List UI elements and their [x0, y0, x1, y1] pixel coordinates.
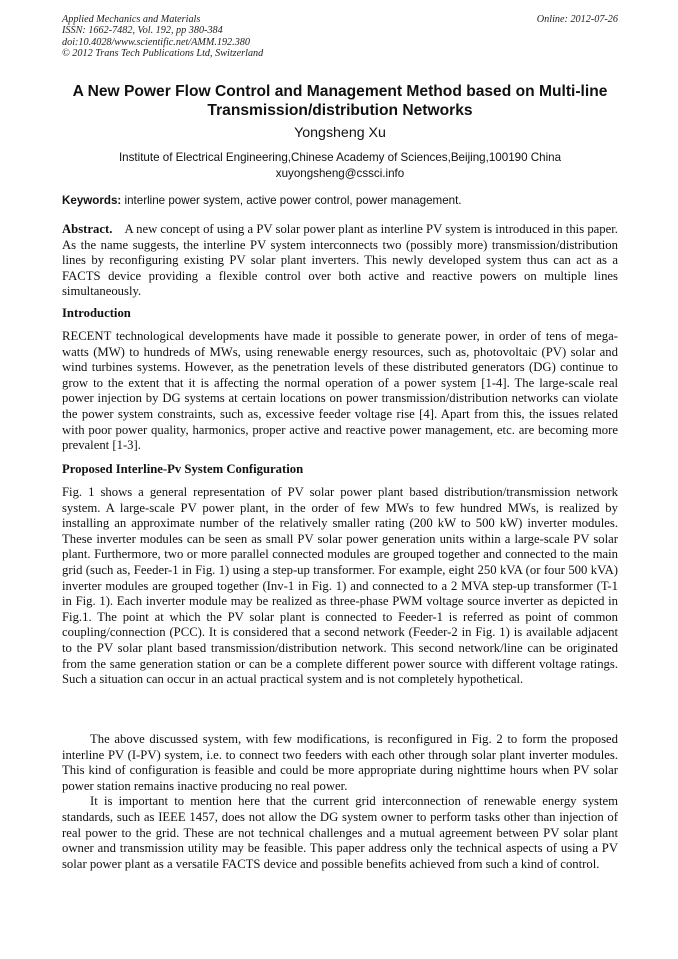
configuration-body [62, 485, 618, 688]
online-date: Online: 2012-07-26 [536, 14, 618, 25]
copyright-line: © 2012 Trans Tech Publications Ltd, Switzerland [62, 47, 264, 59]
paragraph: Fig. 1 shows a general representation of PV solar power plant based distribution/transmission network system. A large-scale PV power plant, in the order of few MWs to few hundred MWs, is realized by installing an approximate number of the relatively smaller rating (200 kW to 500 kW) inverter modules. These inverter modules can be seen as small PV solar power generation units within a large-scale PV solar plant. Furthermore, two or more parallel connected modules are grouped together and connected to the main grid (such as, Feeder-1 in Fig. 1) using a step-up transformer. For example, eight 250 kVA (or four 500 kVA) inverter modules are grouped together (Inv-1 in Fig. 1) and connected to a 2 MVA step-up transformer (T-1 in Fig. 1). Each inverter module may be realized as three-phase PWM voltage source inverter as depicted in Fig.1. The point at which the PV solar plant is connected to Feeder-1 is referred as point of common coupling/connection (PCC). It is considered that a second network (Feeder-2 in Fig. 1) is available adjacent to the PV solar plant based transmission/distribution network. This second network/line can be originated from the same generation station or can be a complete different power source with different voltage ratings. Such a situation can occur in an actual practical system and is not completely hypothetical. [62, 485, 618, 687]
introduction-body [62, 329, 618, 454]
author-affiliation [62, 150, 618, 181]
journal-name: Applied Mechanics and Materials [62, 14, 201, 25]
issn-line: ISSN: 1662-7482, Vol. 192, pp 380-384 [62, 25, 223, 37]
abstract-label: Abstract. [62, 222, 113, 236]
author-email: xuyongsheng@cssci.info [275, 166, 405, 180]
paragraph: The above discussed system, with few modifications, is reconfigured in Fig. 2 to form the proposed interline PV (I-PV) system, i.e. to connect two feeders with each other through solar plant inverter modules. This kind of configuration is feasible and could be more appropriate during nighttime hours when PV solar power station remains inactive producing no real power. [62, 732, 618, 793]
configuration-body-2 [62, 732, 618, 872]
journal-header [62, 14, 618, 59]
paragraph: RECENT technological developments have made it possible to generate power, in order of tens of mega-watts (MW) to hundreds of MWs, using renewable energy resources, such as, photovoltaic (PV) solar and wind turbines systems. However, as the penetration levels of these distributed generators (DG) continue to grow to the extent that it is affecting the normal operation of a power system [1-4]. The large-scale real power injection by DG systems at certain locations on power transmission/distribution networks can violate the power system constraints, such as, excessive feeder voltage rise [4]. Apart from this, the issues related with poor power quality, harmonics, proper active and reactive power management, etc. are becoming more prevalent [1-3]. [62, 329, 618, 453]
affiliation-line: Institute of Electrical Engineering,Chinese Academy of Sciences,Beijing,100190 China [118, 151, 562, 164]
keywords-text: interline power system, active power control, power management. [124, 194, 462, 207]
keywords-label: Keywords: [62, 194, 122, 207]
abstract [62, 222, 618, 300]
section-heading-introduction: Introduction [62, 306, 131, 320]
author-name: Yongsheng Xu [294, 125, 386, 141]
paragraph: It is important to mention here that the current grid interconnection of renewable energy system standards, such as IEEE 1457, does not allow the DG system owner to perform tasks other than injection of real power to the grid. These are not technical challenges and a mutual agreement between PV solar plant owner and transmission utility may be feasible. This paper address only the technical aspects of using a PV solar power plant as a versatile FACTS device and possible benefits achieved from such a kind of control. [62, 794, 618, 871]
abstract-text: A new concept of using a PV solar power plant as interline PV system is introduced in this paper. As the name suggests, the interline PV system interconnects two (possibly more) transmission/distribution lines by reconfiguring existing PV solar plant inverters. This newly developed system thus can act as a FACTS device providing a flexible control over both active and reactive powers on multiple lines simultaneously. [62, 222, 618, 299]
paper-title: A New Power Flow Control and Management Method based on Multi-line Transmission/distribution Networks [72, 83, 608, 119]
doi-line: doi:10.4028/www.scientific.net/AMM.192.380 [62, 36, 250, 48]
section-heading-configuration: Proposed Interline-Pv System Configuration [62, 462, 304, 476]
keywords [62, 193, 618, 208]
